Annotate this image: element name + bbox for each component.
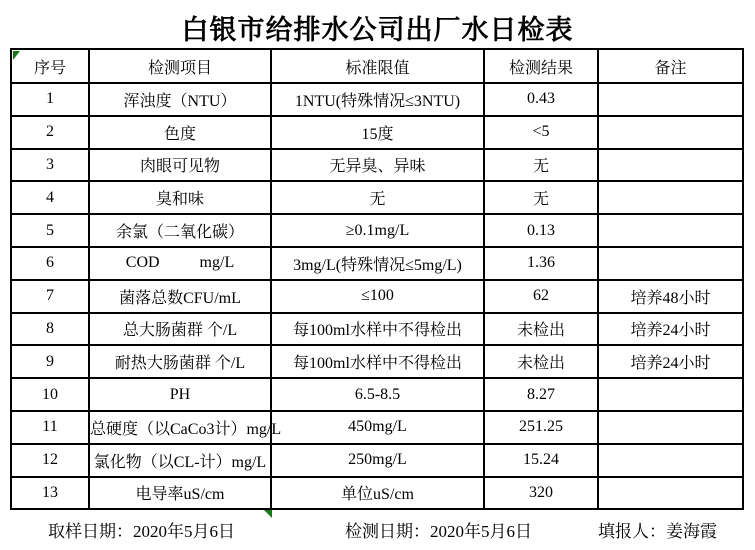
table-cell: 2 <box>11 116 89 149</box>
header-test-result: 检测结果 <box>484 49 598 83</box>
table-cell: 未检出 <box>484 313 598 346</box>
table-cell: 13 <box>11 477 89 510</box>
sampling-date <box>48 517 235 542</box>
table-cell: 251.25 <box>484 411 598 444</box>
table-body <box>11 83 743 509</box>
table-cell: 单位uS/cm <box>271 477 484 510</box>
table-cell: 15度 <box>271 116 484 149</box>
header-remarks: 备注 <box>598 49 743 83</box>
table-cell: 6.5-8.5 <box>271 378 484 411</box>
table-cell: 4 <box>11 181 89 214</box>
table-row <box>11 149 743 182</box>
table-cell <box>598 247 743 280</box>
page-title: 白银市给排水公司出厂水日检表 <box>181 15 574 45</box>
table-cell: 8 <box>11 313 89 346</box>
table-cell: 0.43 <box>484 83 598 116</box>
reporter-name: 姜海霞 <box>666 522 717 541</box>
table-cell: 总硬度（以CaCo3计）mg/L <box>89 411 271 444</box>
table-cell: 肉眼可见物 <box>89 149 271 182</box>
table-cell: 5 <box>11 214 89 247</box>
table-cell: PH <box>89 378 271 411</box>
table-cell: 电导率uS/cm <box>89 477 271 510</box>
table-cell <box>598 181 743 214</box>
table-cell: 7 <box>11 280 89 313</box>
table-cell: 1NTU(特殊情况≤3NTU) <box>271 83 484 116</box>
table-cell <box>598 149 743 182</box>
table-cell: 臭和味 <box>89 181 271 214</box>
table-cell: 11 <box>11 411 89 444</box>
table-cell: 10 <box>11 378 89 411</box>
table-cell: ≥0.1mg/L <box>271 214 484 247</box>
inspection-table <box>10 48 744 510</box>
table-cell: 250mg/L <box>271 444 484 477</box>
table-cell: 3mg/L(特殊情况≤5mg/L) <box>271 247 484 280</box>
table-row <box>11 214 743 247</box>
table-cell: 菌落总数CFU/mL <box>89 280 271 313</box>
table-row <box>11 313 743 346</box>
table-cell: 1.36 <box>484 247 598 280</box>
header-test-item: 检测项目 <box>89 49 271 83</box>
table-cell <box>598 411 743 444</box>
header-serial-number: 序号 <box>11 49 89 83</box>
table-cell: 8.27 <box>484 378 598 411</box>
table-cell: 62 <box>484 280 598 313</box>
table-cell: 余氯（二氧化碳） <box>89 214 271 247</box>
table-cell <box>598 444 743 477</box>
table-cell: 浑浊度（NTU） <box>89 83 271 116</box>
table-row <box>11 444 743 477</box>
table-cell <box>598 83 743 116</box>
cell-flag-triangle-icon <box>264 510 272 518</box>
test-date <box>345 517 532 542</box>
reporter-label: 填报人： <box>598 522 666 541</box>
table-cell: 1 <box>11 83 89 116</box>
table-cell: 3 <box>11 149 89 182</box>
table-cell: 无 <box>484 181 598 214</box>
test-date-label: 检测日期： <box>345 522 430 541</box>
table-row <box>11 116 743 149</box>
table-row <box>11 378 743 411</box>
table-cell: 无 <box>484 149 598 182</box>
table-cell <box>598 116 743 149</box>
table-cell: 无异臭、异味 <box>271 149 484 182</box>
table-row <box>11 181 743 214</box>
table-header-row <box>11 49 743 83</box>
table-cell: 320 <box>484 477 598 510</box>
table-row <box>11 411 743 444</box>
sampling-date-label: 取样日期： <box>48 522 133 541</box>
table-cell: 色度 <box>89 116 271 149</box>
table-cell: <5 <box>484 116 598 149</box>
table-row <box>11 83 743 116</box>
table-cell: 培养24小时 <box>598 345 743 378</box>
table-cell: 培养48小时 <box>598 280 743 313</box>
table-cell <box>598 477 743 510</box>
table-cell: 培养24小时 <box>598 313 743 346</box>
table-cell: 450mg/L <box>271 411 484 444</box>
table-cell <box>598 378 743 411</box>
table-cell: 每100ml水样中不得检出 <box>271 345 484 378</box>
table-cell: 每100ml水样中不得检出 <box>271 313 484 346</box>
table-cell: 耐热大肠菌群 个/L <box>89 345 271 378</box>
table-row <box>11 345 743 378</box>
reporter <box>598 517 717 542</box>
sampling-date-value: 2020年5月6日 <box>133 522 235 541</box>
table-cell: COD mg/L <box>89 247 271 280</box>
table-cell: ≤100 <box>271 280 484 313</box>
table-row <box>11 280 743 313</box>
table-cell <box>598 214 743 247</box>
table-cell: 氯化物（以CL-计）mg/L <box>89 444 271 477</box>
table-cell: 9 <box>11 345 89 378</box>
table-row <box>11 477 743 510</box>
table-cell: 无 <box>271 181 484 214</box>
table-cell: 未检出 <box>484 345 598 378</box>
table-cell: 6 <box>11 247 89 280</box>
header-standard-limit: 标准限值 <box>271 49 484 83</box>
table-cell: 12 <box>11 444 89 477</box>
table-cell: 总大肠菌群 个/L <box>89 313 271 346</box>
table-cell: 0.13 <box>484 214 598 247</box>
table-cell: 15.24 <box>484 444 598 477</box>
test-date-value: 2020年5月6日 <box>430 522 532 541</box>
table-row <box>11 247 743 280</box>
